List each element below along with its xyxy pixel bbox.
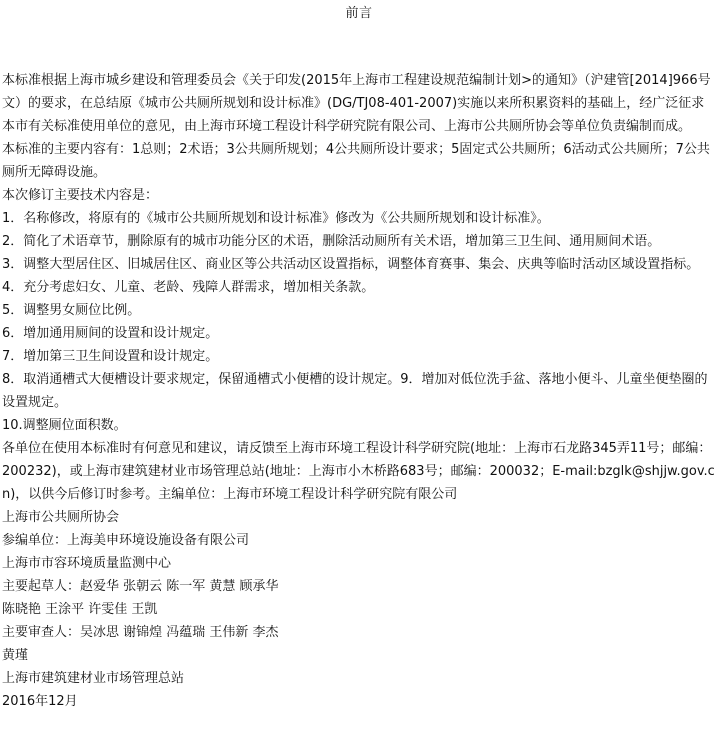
paragraph-feedback: 各单位在使用本标准时有何意见和建议，请反馈至上海市环境工程设计科学研究院(地址：上海市石龙路345弄11号；邮编：200232)，或上海市建筑建材业市场管理总站(地址：上海市小木桥路683号；邮编：200032；E-mail:bzglk@shjjw.gov.cn)，以供今后修订时参考。主编单位：上海市环境工程设计科学研究院有限公司 <box>2 441 715 502</box>
paragraph-contents: 本标准的主要内容有：1总则；2术语；3公共厕所规划；4公共厕所设计要求；5固定式公共厕所；6活动式公共厕所；7公共厕所无障碍设施。 <box>2 142 710 180</box>
paragraph-revision-7: 7．增加第三卫生间设置和设计规定。 <box>2 349 219 364</box>
paragraph-revision-6: 6．增加通用厕间的设置和设计规定。 <box>2 326 219 341</box>
paragraph-reviewers: 主要审查人：吴冰思 谢锦煌 冯蕴瑞 王伟新 李杰 <box>2 625 279 640</box>
paragraph-editor-unit-2: 上海市公共厕所协会 <box>2 510 120 525</box>
paragraph-revision-5: 5．调整男女厕位比例。 <box>2 303 141 318</box>
paragraph-publisher: 上海市建筑建材业市场管理总站 <box>2 671 185 686</box>
document-body <box>2 69 716 713</box>
paragraph-participating-unit: 参编单位：上海美申环境设施设备有限公司 <box>2 533 250 548</box>
paragraph-revision-10: 10.调整厕位面积数。 <box>2 418 127 433</box>
paragraph-date: 2016年12月 <box>2 694 78 709</box>
document <box>2 0 716 713</box>
paragraph-revision-3: 3．调整大型居住区、旧城居住区、商业区等公共活动区设置指标，调整体育赛事、集会、庆典等临时活动区域设置指标。 <box>2 257 700 272</box>
paragraph-revision-heading: 本次修订主要技术内容是： <box>2 188 159 203</box>
paragraph-revision-2: 2．简化了术语章节，删除原有的城市功能分区的术语，删除活动厕所有关术语，增加第三卫生间、通用厕间术语。 <box>2 234 661 249</box>
paragraph-reviewers-2: 黄瑾 <box>2 648 29 663</box>
paragraph-drafters-2: 陈晓艳 王涂平 许雯佳 王凯 <box>2 602 158 617</box>
document-title: 前言 <box>345 6 373 21</box>
paragraph-drafters: 主要起草人：赵爱华 张朝云 陈一军 黄慧 顾承华 <box>2 579 279 594</box>
paragraph-intro: 本标准根据上海市城乡建设和管理委员会《关于印发(2015年上海市工程建设规范编制计划>的通知》（沪建管[2014]966号文）的要求，在总结原《城市公共厕所规划和设计标准》(DG/TJ08-401-2007)实施以来所积累资料的基础上，经广泛征求本市有关标准使用单位的意见，由上海市环境工程设计科学研究院有限公司、上海市公共厕所协会等单位负责编制而成。 <box>2 73 711 134</box>
paragraph-revision-4: 4．充分考虑妇女、儿童、老龄、残障人群需求，增加相关条款。 <box>2 280 375 295</box>
paragraph-revision-8-9: 8．取消通槽式大便槽设计要求规定，保留通槽式小便槽的设计规定。9．增加对低位洗手盆、落地小便斗、儿童坐便垫圈的设置规定。 <box>2 372 708 410</box>
title-spacer <box>2 25 716 69</box>
paragraph-revision-1: 1．名称修改，将原有的《城市公共厕所规划和设计标准》修改为《公共厕所规划和设计标准》。 <box>2 211 550 226</box>
paragraph-participating-unit-2: 上海市市容环境质量监测中心 <box>2 556 172 571</box>
